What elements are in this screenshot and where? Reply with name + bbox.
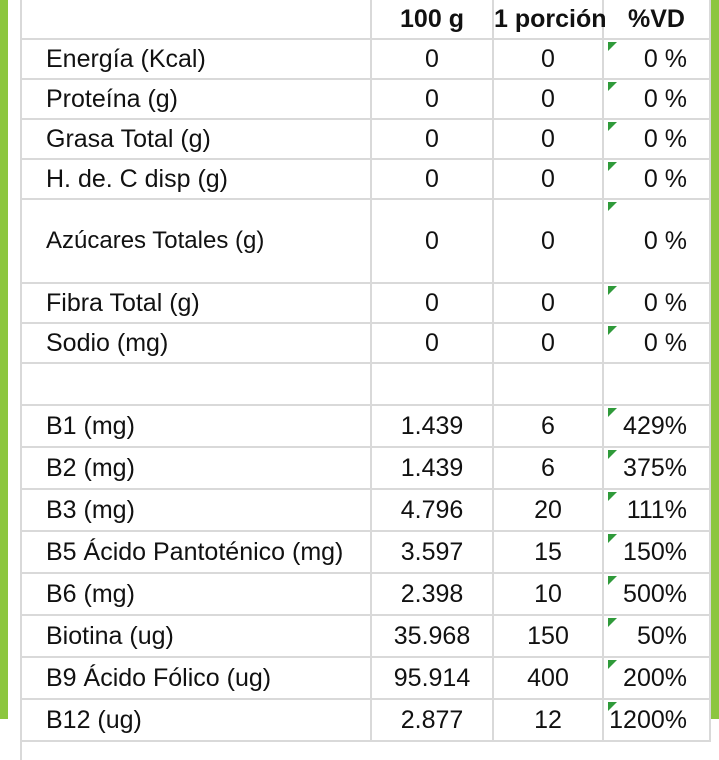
- value-portion: 400: [527, 663, 569, 692]
- value-vd: 0 %: [643, 164, 687, 193]
- value-vd: 1200%: [609, 705, 687, 734]
- value-vd: 111%: [626, 495, 687, 524]
- vitamin-row: [22, 489, 710, 531]
- nutrient-name: B2 (mg): [46, 453, 135, 482]
- value-100g: 35.968: [393, 621, 471, 650]
- nutrient-name: Biotina (ug): [46, 621, 174, 650]
- nutrient-row: [22, 119, 710, 159]
- header-portion: 1 porción: [493, 0, 603, 39]
- nutrient-name: Grasa Total (g): [46, 124, 211, 153]
- value-portion: 12: [534, 705, 562, 734]
- value-100g: 0: [425, 328, 439, 357]
- value-100g: 0: [425, 44, 439, 73]
- value-vd: 150%: [623, 537, 687, 566]
- value-100g: 3.597: [400, 537, 464, 566]
- nutrient-name: H. de. C disp (g): [46, 164, 229, 193]
- nutrient-name: Azúcares Totales (g): [46, 227, 265, 254]
- value-100g: 95.914: [393, 663, 471, 692]
- separator-row: [22, 363, 710, 405]
- nutrient-name: Energía (Kcal): [46, 44, 206, 73]
- nutrient-name: B1 (mg): [46, 411, 135, 440]
- nutrient-name: Fibra Total (g): [46, 288, 200, 317]
- value-100g: 0: [425, 84, 439, 113]
- vitamin-row: [22, 405, 710, 447]
- nutrient-name: B12 (ug): [46, 705, 142, 734]
- value-vd: 50%: [636, 621, 687, 650]
- value-100g: 2.877: [400, 705, 464, 734]
- cell-comment-flag-icon: [608, 660, 617, 669]
- cell-comment-flag-icon: [608, 82, 617, 91]
- value-portion: 0: [541, 328, 555, 357]
- value-portion: 6: [541, 411, 555, 440]
- empty-cell: [493, 363, 603, 405]
- cell-comment-flag-icon: [608, 534, 617, 543]
- value-portion: 20: [534, 495, 562, 524]
- vitamin-row: [22, 699, 710, 741]
- value-vd: 429%: [623, 411, 687, 440]
- nutrient-name: B5 Ácido Pantoténico (mg): [46, 537, 344, 566]
- cell-comment-flag-icon: [608, 42, 617, 51]
- value-vd: 0 %: [643, 44, 687, 73]
- value-vd: 0 %: [643, 226, 687, 255]
- value-portion: 0: [541, 84, 555, 113]
- cell-comment-flag-icon: [608, 450, 617, 459]
- value-100g: 0: [425, 288, 439, 317]
- nutrient-row: [22, 79, 710, 119]
- nutrient-name: B6 (mg): [46, 579, 135, 608]
- value-100g: 0: [425, 124, 439, 153]
- header-empty-cell: [22, 0, 371, 39]
- nutrient-name: B9 Ácido Fólico (ug): [46, 663, 272, 692]
- value-100g: 1.439: [400, 411, 464, 440]
- value-portion: 0: [541, 288, 555, 317]
- value-100g: 2.398: [400, 579, 464, 608]
- nutrition-table: [22, 0, 711, 742]
- header-vd: %VD: [603, 0, 710, 39]
- value-vd: 0 %: [643, 288, 687, 317]
- table-header-row: [22, 0, 710, 39]
- value-vd: 0 %: [643, 124, 687, 153]
- nutrient-name: Proteína (g): [46, 84, 179, 113]
- vitamin-row: [22, 573, 710, 615]
- vitamin-row: [22, 531, 710, 573]
- value-portion: 6: [541, 453, 555, 482]
- value-portion: 0: [541, 124, 555, 153]
- value-100g: 4.796: [400, 495, 464, 524]
- cell-comment-flag-icon: [608, 122, 617, 131]
- value-portion: 15: [534, 537, 562, 566]
- value-vd: 0 %: [643, 84, 687, 113]
- cell-comment-flag-icon: [608, 202, 617, 211]
- value-100g: 0: [425, 164, 439, 193]
- value-vd: 0 %: [643, 328, 687, 357]
- empty-cell: [371, 363, 493, 405]
- empty-cell: [22, 363, 371, 405]
- cell-comment-flag-icon: [608, 702, 617, 711]
- cell-comment-flag-icon: [608, 618, 617, 627]
- header-100g: 100 g: [371, 0, 493, 39]
- cell-comment-flag-icon: [608, 492, 617, 501]
- value-portion: 0: [541, 44, 555, 73]
- value-100g: 1.439: [400, 453, 464, 482]
- nutrient-row: [22, 283, 710, 323]
- value-vd: 500%: [623, 579, 687, 608]
- value-portion: 0: [541, 226, 555, 255]
- empty-cell: [603, 363, 710, 405]
- cell-comment-flag-icon: [608, 326, 617, 335]
- value-portion: 10: [534, 579, 562, 608]
- value-portion: 0: [541, 164, 555, 193]
- nutrient-name: B3 (mg): [46, 495, 135, 524]
- nutrient-row: [22, 159, 710, 199]
- vitamin-row: [22, 447, 710, 489]
- nutrient-row: [22, 199, 710, 283]
- cell-comment-flag-icon: [608, 162, 617, 171]
- value-100g: 0: [425, 226, 439, 255]
- value-vd: 200%: [623, 663, 687, 692]
- nutrient-row: [22, 323, 710, 363]
- cell-comment-flag-icon: [608, 576, 617, 585]
- value-vd: 375%: [623, 453, 687, 482]
- cell-comment-flag-icon: [608, 408, 617, 417]
- cell-comment-flag-icon: [608, 286, 617, 295]
- value-portion: 150: [527, 621, 569, 650]
- vitamin-row: [22, 615, 710, 657]
- nutrition-table-sheet: [20, 0, 710, 760]
- nutrient-name: Sodio (mg): [46, 328, 169, 357]
- nutrient-row: [22, 39, 710, 79]
- vitamin-row: [22, 657, 710, 699]
